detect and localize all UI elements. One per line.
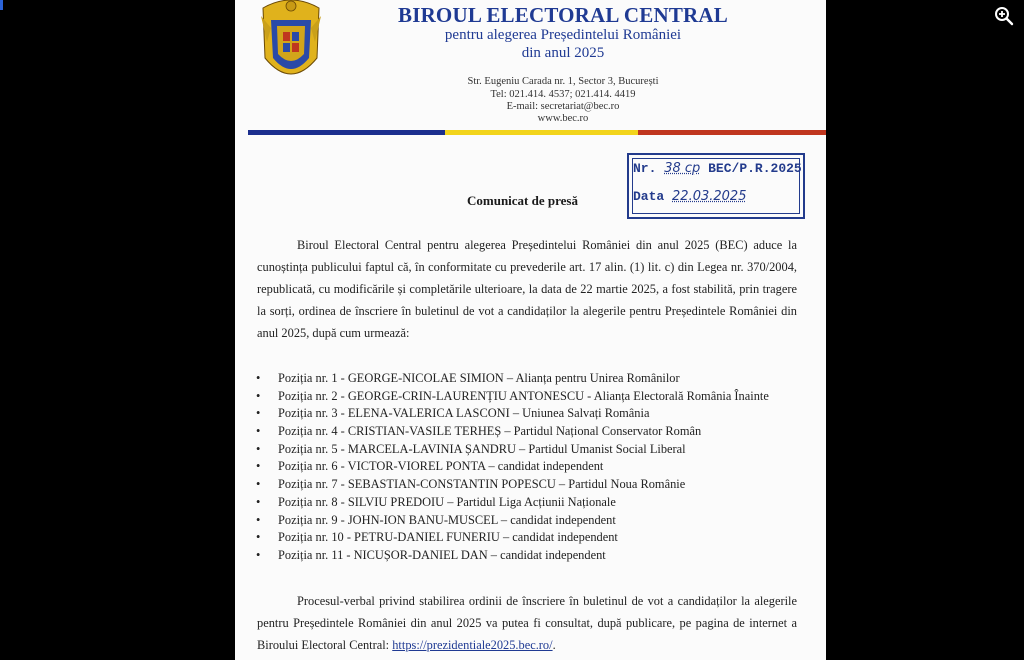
stamp-data-value: 22.03.2025: [672, 189, 747, 204]
candidate-list: [256, 370, 769, 565]
candidate-list-item: [256, 512, 769, 530]
institution-subtitle-2: din anul 2025: [521, 45, 605, 61]
candidate-list-item: [256, 370, 769, 388]
candidate-list-item: [256, 388, 769, 406]
stamp-nr-label: Nr.: [633, 161, 657, 176]
flag-stripe-blue: [248, 130, 445, 135]
institution-subtitle-1: pentru alegerea Președintelui României: [444, 27, 682, 43]
bullet-icon: •: [256, 406, 261, 421]
closing-paragraph: [257, 590, 797, 656]
document-page: [235, 0, 826, 660]
phone-line: Tel: 021.414. 4537; 021.414. 4419: [490, 89, 636, 100]
bullet-icon: •: [256, 530, 261, 545]
results-link[interactable]: https://prezidentiale2025.bec.ro/: [392, 638, 553, 652]
candidate-list-item: [256, 547, 769, 565]
candidate-text: Poziția nr. 2 - GEORGE-CRIN-LAURENȚIU ANTONESCU - Alianța Electorală România Înainte: [278, 388, 769, 403]
bullet-icon: •: [256, 494, 261, 509]
flag-stripe-yellow: [445, 130, 638, 135]
email-line: E-mail: secretariat@bec.ro: [506, 101, 620, 112]
bullet-icon: •: [256, 512, 261, 527]
institution-title: BIROUL ELECTORAL CENTRAL: [397, 3, 728, 27]
candidate-text: Poziția nr. 7 - SEBASTIAN-CONSTANTIN POPESCU – Partidul Noua Românie: [278, 477, 686, 492]
intro-paragraph: Biroul Electoral Central pentru alegerea Președintelui României din anul 2025 (BEC) aduce la cunoștința publicului faptul că, în conformitate cu prevederile art. 17 alin. (1) lit. c) din Legea nr. 370/2004, republicată, cu modificările și completările ulterioare, la data de 22 martie 2025, a fost stabilită, prin tragere la sorți, ordinea de înscriere în buletinul de vot a candidaților la alegerile pentru Președintele României din anul 2025, după cum urmează:: [257, 238, 797, 340]
candidate-list-item: [256, 529, 769, 547]
bullet-icon: •: [256, 459, 261, 474]
flag-stripe-red: [638, 130, 826, 135]
website-line: www.bec.ro: [537, 113, 589, 124]
candidate-list-item: [256, 441, 769, 459]
bullet-icon: •: [256, 424, 261, 439]
closing-text: Procesul-verbal privind stabilirea ordinii de înscriere în buletinul de vot a candidaților la alegerile pentru Președintele României din anul 2025 va putea fi consultat, după publicare, pe pagina de internet a Biroului Electoral Central:: [257, 594, 797, 652]
candidate-text: Poziția nr. 6 - VICTOR-VIOREL PONTA – candidat independent: [278, 459, 604, 474]
bullet-icon: •: [256, 371, 261, 385]
candidate-text: Poziția nr. 5 - MARCELA-LAVINIA ȘANDRU – Partidul Umanist Social Liberal: [278, 441, 686, 456]
candidate-list-item: [256, 458, 769, 476]
stamp-nr-suffix: BEC/P.R.2025: [708, 161, 802, 176]
candidate-text: Poziția nr. 4 - CRISTIAN-VASILE TERHEȘ – Partidul Național Conservator Român: [278, 424, 702, 439]
candidate-text: Poziția nr. 3 - ELENA-VALERICA LASCONI – Uniunea Salvați România: [278, 406, 650, 421]
stamp-nr-value: 38 cp: [664, 161, 701, 176]
candidate-text: Poziția nr. 8 - SILVIU PREDOIU – Partidul Liga Acțiunii Naționale: [278, 494, 616, 509]
stamp-date-line: [633, 189, 746, 204]
document-heading: Comunicat de presă: [467, 193, 578, 208]
romanian-coat-of-arms-icon: [257, 0, 325, 90]
zoom-in-icon[interactable]: [994, 6, 1014, 26]
bullet-icon: •: [256, 388, 261, 403]
candidate-text: Poziția nr. 9 - JOHN-ION BANU-MUSCEL – candidat independent: [278, 512, 616, 527]
bullet-icon: •: [256, 547, 261, 562]
candidate-list-item: [256, 476, 769, 494]
candidate-text: Poziția nr. 1 - GEORGE-NICOLAE SIMION – Alianța pentru Unirea Românilor: [278, 371, 680, 385]
registration-stamp: [627, 153, 805, 219]
bullet-icon: •: [256, 441, 261, 456]
candidate-list-item: [256, 405, 769, 423]
candidate-list-item: [256, 494, 769, 512]
candidate-list-item: [256, 423, 769, 441]
candidate-text: Poziția nr. 10 - PETRU-DANIEL FUNERIU – candidat independent: [278, 530, 618, 545]
closing-end: .: [552, 638, 556, 652]
address-line: Str. Eugeniu Carada nr. 1, Sector 3, București: [467, 76, 659, 87]
stamp-number-line: [633, 161, 802, 176]
viewer-edge-marker: [0, 0, 3, 10]
stamp-data-label: Data: [633, 189, 665, 204]
candidate-text: Poziția nr. 11 - NICUȘOR-DANIEL DAN – candidat independent: [278, 547, 606, 562]
bullet-icon: •: [256, 477, 261, 492]
